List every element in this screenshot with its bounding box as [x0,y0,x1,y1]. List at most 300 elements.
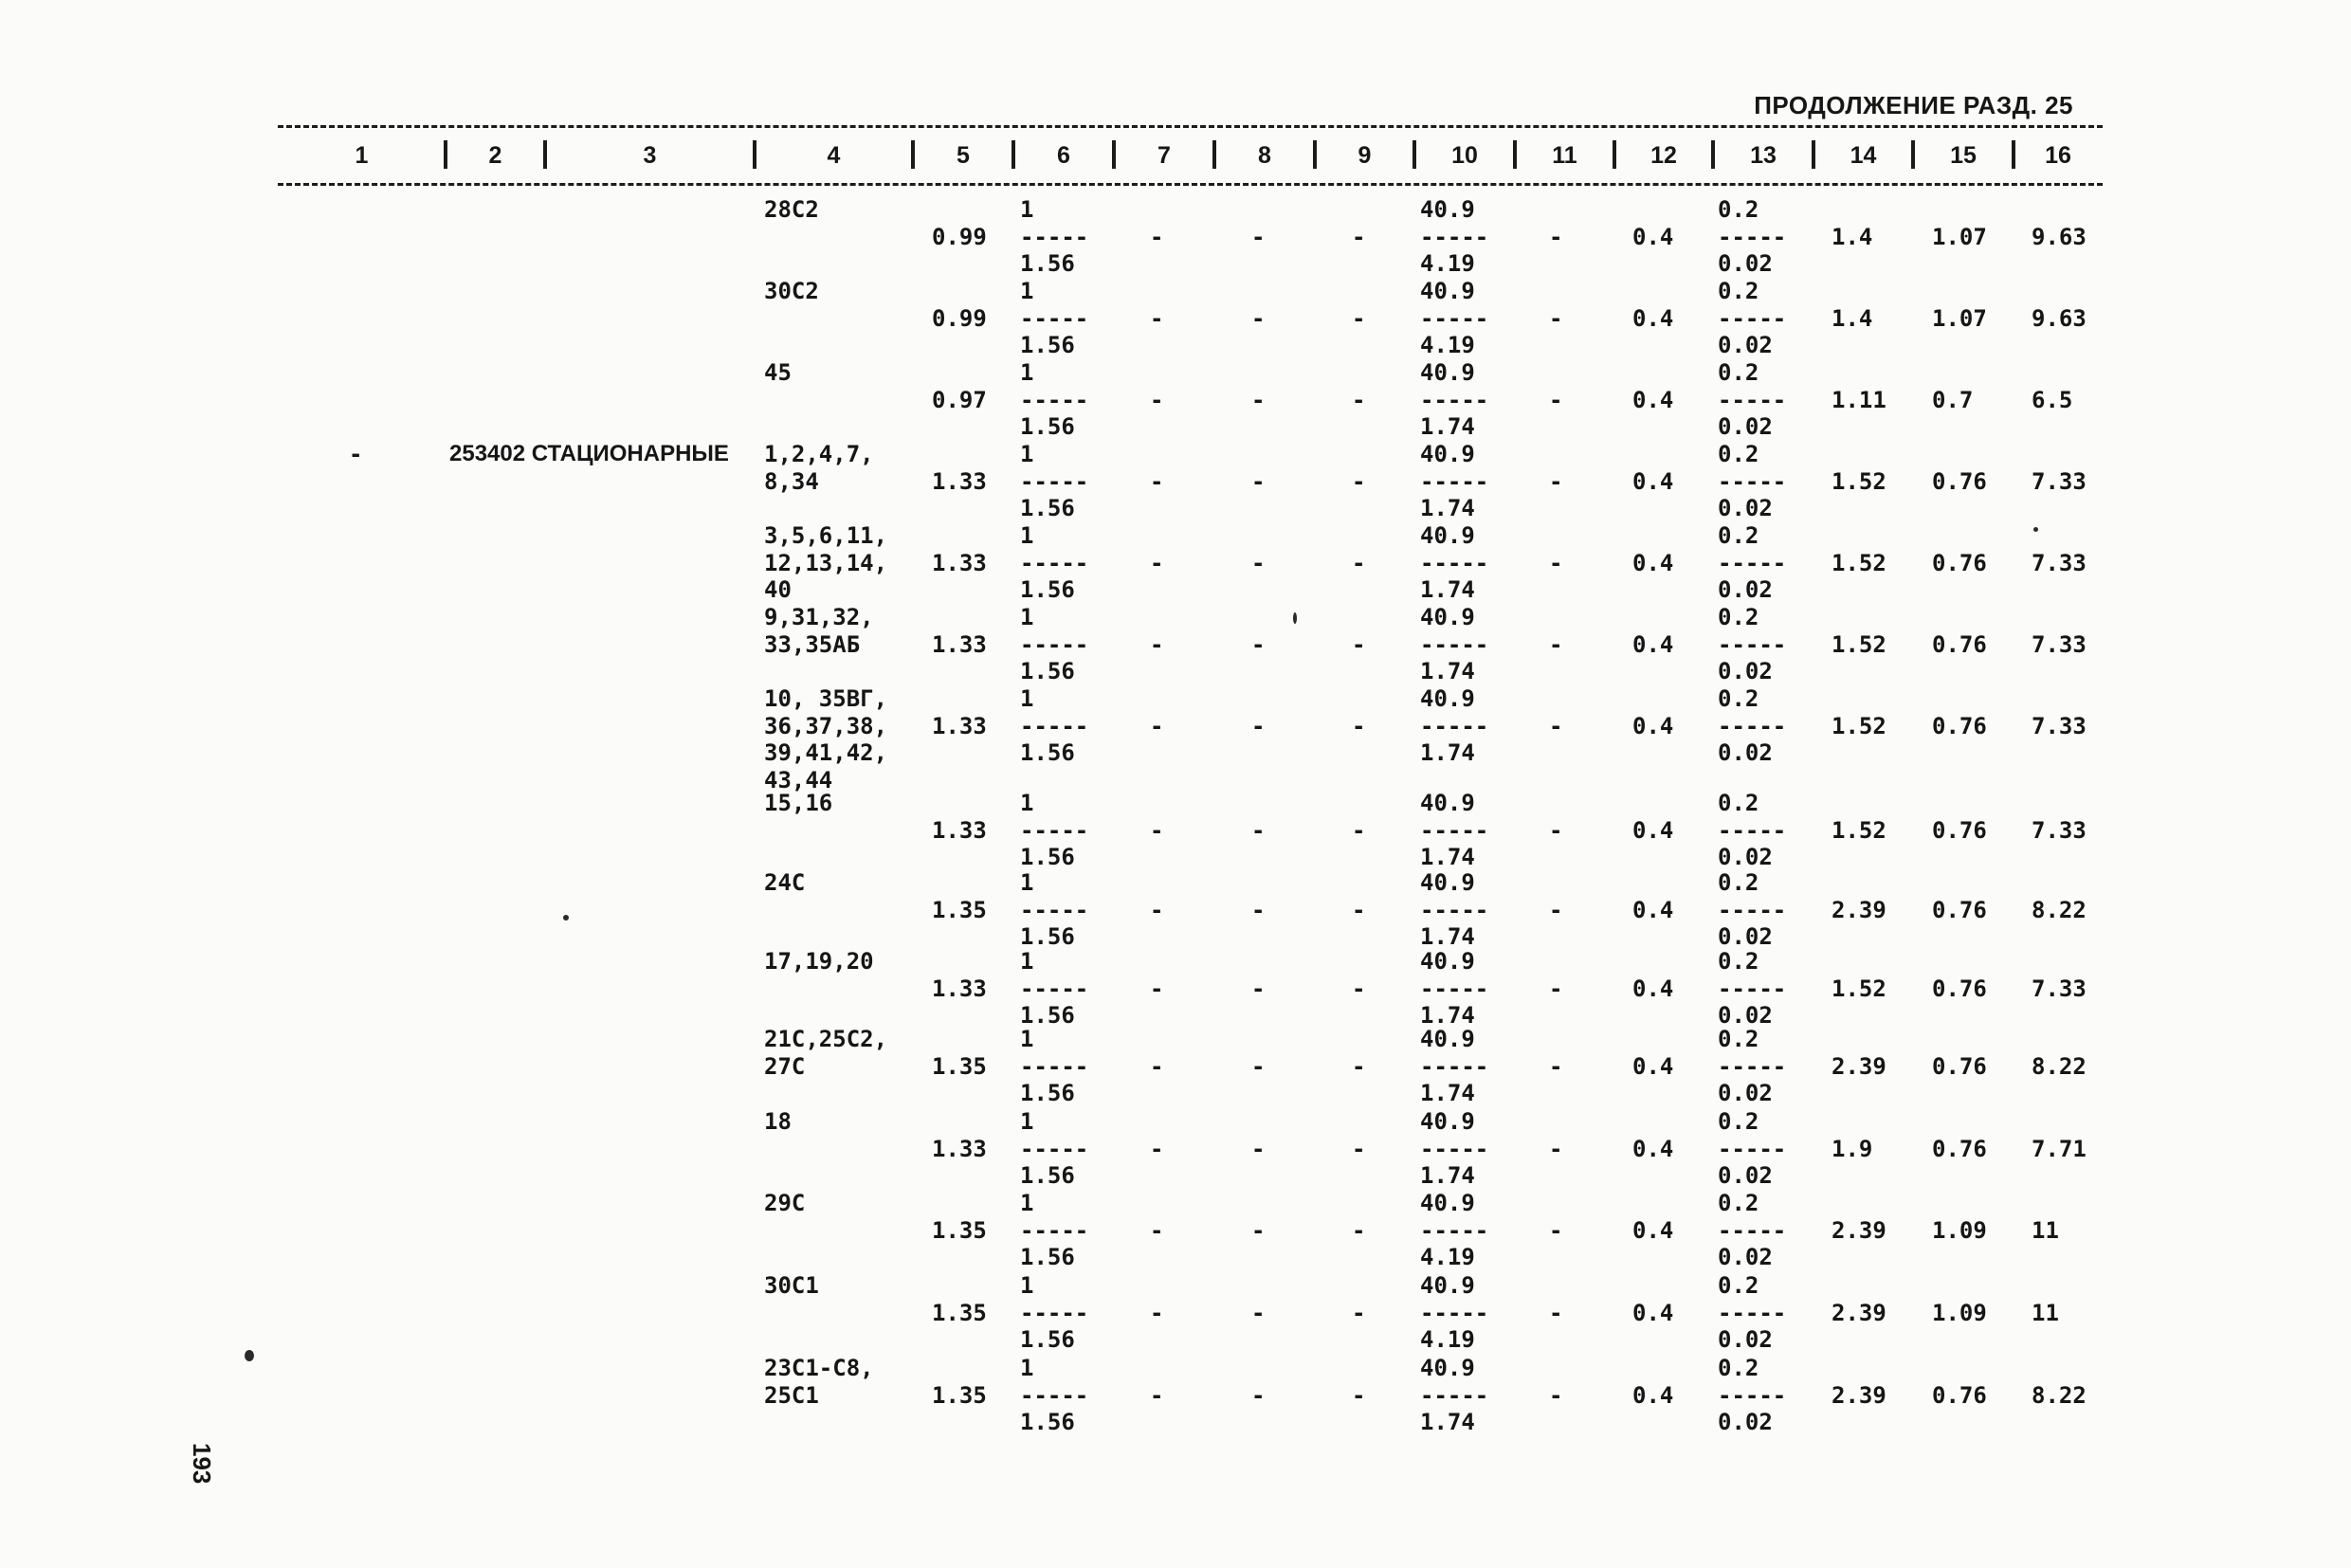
col5-value: 0.97 [932,386,987,413]
col14-value: 1.4 [1832,223,1873,250]
col7-dash: - [1150,816,1164,844]
col16-value: 11 [2032,1216,2059,1244]
column-header-10: 10 [1451,142,1478,169]
col16-value: 7.33 [2032,467,2087,495]
col6-denominator: 1.56 [1020,844,1075,871]
col5-value: 1.33 [932,1135,987,1162]
column-header-8: 8 [1258,142,1271,169]
col11-dash: - [1549,816,1563,844]
col13-denominator: 0.02 [1718,658,1773,685]
col16-value: 8.22 [2032,1052,2087,1080]
col6-numerator: 1 [1020,948,1034,975]
col8-dash: - [1251,816,1266,844]
col10-numerator: 40.9 [1420,948,1475,975]
row-designation: 24С [764,869,806,896]
col6-denominator: 1.56 [1020,332,1075,359]
col12-value: 0.4 [1632,1216,1674,1244]
fraction-bar: ----- [1718,1052,1787,1080]
col8-dash: - [1251,630,1266,658]
col13-numerator: 0.2 [1718,790,1759,816]
col10-numerator: 40.9 [1420,604,1475,630]
col16-value: 7.71 [2032,1135,2087,1162]
col12-value: 0.4 [1632,1135,1674,1162]
col6-denominator: 1.56 [1020,1080,1075,1107]
col14-value: 1.52 [1832,630,1886,658]
col7-dash: - [1150,549,1164,576]
col15-value: 1.07 [1932,304,1987,332]
row-designation: 28С2 [764,196,819,223]
column-header-12: 12 [1650,142,1677,169]
col12-value: 0.4 [1632,549,1674,576]
col14-value: 2.39 [1832,896,1886,923]
row-designation: 15,16 [764,790,833,816]
fraction-bar: ----- [1718,1135,1787,1162]
row-designation: 21С,25С2, [764,1026,888,1052]
col13-denominator: 0.02 [1718,1162,1773,1190]
col8-dash: - [1251,896,1266,923]
col13-denominator: 0.02 [1718,923,1773,951]
column-separator [753,140,756,169]
col14-value: 1.11 [1832,386,1886,413]
col10-numerator: 40.9 [1420,1026,1475,1052]
col10-numerator: 40.9 [1420,196,1475,223]
fraction-bar: ----- [1420,975,1489,1002]
fraction-bar: ----- [1020,712,1089,739]
col16-value: 8.22 [2032,896,2087,923]
col7-dash: - [1150,712,1164,739]
col7-dash: - [1150,1299,1164,1326]
row-designation: 3,5,6,11, [764,522,888,549]
col12-value: 0.4 [1632,386,1674,413]
col7-dash: - [1150,1216,1164,1244]
column-header-9: 9 [1358,142,1372,169]
col11-dash: - [1549,304,1563,332]
scan-speck [1293,612,1297,624]
fraction-bar: ----- [1420,223,1489,250]
col8-dash: - [1251,304,1266,332]
col11-dash: - [1549,975,1563,1002]
col13-denominator: 0.02 [1718,250,1773,278]
col16-value: 7.33 [2032,975,2087,1002]
col5-value: 1.35 [932,1216,987,1244]
col11-dash: - [1549,1299,1563,1326]
col6-numerator: 1 [1020,790,1034,816]
column-header-16: 16 [2045,142,2071,169]
col6-numerator: 1 [1020,441,1034,467]
col13-numerator: 0.2 [1718,1108,1759,1135]
fraction-bar: ----- [1020,896,1089,923]
col16-value: 11 [2032,1299,2059,1326]
col14-value: 1.52 [1832,467,1886,495]
col6-numerator: 1 [1020,1108,1034,1135]
col6-numerator: 1 [1020,359,1034,386]
col13-numerator: 0.2 [1718,196,1759,223]
col13-denominator: 0.02 [1718,1244,1773,1271]
col5-value: 1.33 [932,549,987,576]
col11-dash: - [1549,630,1563,658]
group-label: 253402 СТАЦИОНАРНЫЕ [449,441,729,466]
col6-numerator: 1 [1020,278,1034,304]
col5-value: 1.33 [932,816,987,844]
col13-numerator: 0.2 [1718,604,1759,630]
col16-value: 7.33 [2032,816,2087,844]
col7-dash: - [1150,304,1164,332]
fraction-bar: ----- [1420,304,1489,332]
col6-denominator: 1.56 [1020,1002,1075,1030]
page-number: 193 [188,1443,216,1485]
column-separator [911,140,915,169]
col13-numerator: 0.2 [1718,359,1759,386]
row-designation: 36,37,38, [764,712,888,739]
col11-dash: - [1549,712,1563,739]
col12-value: 0.4 [1632,975,1674,1002]
col11-dash: - [1549,1135,1563,1162]
col12-value: 0.4 [1632,816,1674,844]
column-separator [543,140,547,169]
fraction-bar: ----- [1020,304,1089,332]
col8-dash: - [1251,975,1266,1002]
fraction-bar: ----- [1420,549,1489,576]
col13-denominator: 0.02 [1718,1326,1773,1354]
group-dash: - [349,441,363,467]
column-separator [1711,140,1715,169]
col8-dash: - [1251,223,1266,250]
header-top-rule [278,125,2103,128]
col5-value: 1.35 [932,1299,987,1326]
col10-numerator: 40.9 [1420,1272,1475,1299]
col13-denominator: 0.02 [1718,1409,1773,1436]
col15-value: 0.7 [1932,386,1974,413]
col5-value: 1.35 [932,1381,987,1409]
col12-value: 0.4 [1632,712,1674,739]
col9-dash: - [1352,1216,1366,1244]
col9-dash: - [1352,304,1366,332]
col13-numerator: 0.2 [1718,869,1759,896]
fraction-bar: ----- [1020,223,1089,250]
col7-dash: - [1150,630,1164,658]
row-designation: 8,34 [764,467,819,495]
col9-dash: - [1352,896,1366,923]
col6-denominator: 1.56 [1020,495,1075,522]
col6-denominator: 1.56 [1020,413,1075,441]
column-separator [1513,140,1517,169]
column-separator [2012,140,2015,169]
col11-dash: - [1549,1216,1563,1244]
col12-value: 0.4 [1632,223,1674,250]
col5-value: 1.33 [932,630,987,658]
fraction-bar: ----- [1420,386,1489,413]
fraction-bar: ----- [1020,549,1089,576]
col15-value: 0.76 [1932,1052,1987,1080]
col13-denominator: 0.02 [1718,1080,1773,1107]
row-designation: 23С1-С8, [764,1355,874,1381]
col13-numerator: 0.2 [1718,278,1759,304]
col14-value: 1.52 [1832,975,1886,1002]
col5-value: 1.35 [932,896,987,923]
col6-numerator: 1 [1020,869,1034,896]
col10-numerator: 40.9 [1420,278,1475,304]
col10-denominator: 1.74 [1420,1080,1475,1107]
col10-denominator: 1.74 [1420,576,1475,604]
col14-value: 1.52 [1832,816,1886,844]
col10-denominator: 1.74 [1420,1002,1475,1030]
column-separator [1313,140,1317,169]
fraction-bar: ----- [1718,223,1787,250]
col7-dash: - [1150,1052,1164,1080]
col9-dash: - [1352,549,1366,576]
col15-value: 1.07 [1932,223,1987,250]
col15-value: 1.09 [1932,1216,1987,1244]
scan-speck [245,1350,254,1361]
col10-numerator: 40.9 [1420,359,1475,386]
fraction-bar: ----- [1718,1299,1787,1326]
col11-dash: - [1549,549,1563,576]
col11-dash: - [1549,1381,1563,1409]
col6-denominator: 1.56 [1020,739,1075,767]
col7-dash: - [1150,386,1164,413]
row-designation: 40 [764,576,792,604]
col5-value: 0.99 [932,223,987,250]
col6-denominator: 1.56 [1020,1244,1075,1271]
column-header-14: 14 [1850,142,1877,169]
col10-denominator: 4.19 [1420,250,1475,278]
column-header-7: 7 [1157,142,1171,169]
fraction-bar: ----- [1718,630,1787,658]
col8-dash: - [1251,1052,1266,1080]
col6-numerator: 1 [1020,196,1034,223]
col15-value: 0.76 [1932,712,1987,739]
col8-dash: - [1251,549,1266,576]
col10-numerator: 40.9 [1420,790,1475,816]
column-separator [1011,140,1015,169]
col12-value: 0.4 [1632,467,1674,495]
row-designation: 43,44 [764,766,833,793]
col6-denominator: 1.56 [1020,923,1075,951]
column-separator [444,140,447,169]
col11-dash: - [1549,223,1563,250]
fraction-bar: ----- [1420,1299,1489,1326]
col6-numerator: 1 [1020,685,1034,712]
col13-denominator: 0.02 [1718,739,1773,767]
col15-value: 0.76 [1932,1381,1987,1409]
col10-denominator: 4.19 [1420,1326,1475,1354]
col8-dash: - [1251,1381,1266,1409]
col9-dash: - [1352,1299,1366,1326]
col9-dash: - [1352,386,1366,413]
row-designation: 30С1 [764,1272,819,1299]
fraction-bar: ----- [1420,630,1489,658]
col16-value: 7.33 [2032,712,2087,739]
col12-value: 0.4 [1632,1052,1674,1080]
col10-denominator: 1.74 [1420,413,1475,441]
col6-numerator: 1 [1020,1355,1034,1381]
col8-dash: - [1251,1135,1266,1162]
row-designation: 12,13,14, [764,549,888,576]
row-designation: 39,41,42, [764,739,888,767]
col10-numerator: 40.9 [1420,1355,1475,1381]
col14-value: 2.39 [1832,1052,1886,1080]
fraction-bar: ----- [1020,386,1089,413]
col7-dash: - [1150,1381,1164,1409]
col10-numerator: 40.9 [1420,685,1475,712]
col12-value: 0.4 [1632,896,1674,923]
row-designation: 25С1 [764,1381,819,1409]
col10-denominator: 1.74 [1420,658,1475,685]
col13-numerator: 0.2 [1718,1355,1759,1381]
scan-speck [2033,527,2038,532]
col13-denominator: 0.02 [1718,332,1773,359]
fraction-bar: ----- [1420,816,1489,844]
fraction-bar: ----- [1020,1381,1089,1409]
row-designation: 9,31,32, [764,604,874,630]
col6-numerator: 1 [1020,604,1034,630]
col15-value: 0.76 [1932,467,1987,495]
col10-numerator: 40.9 [1420,869,1475,896]
fraction-bar: ----- [1718,1381,1787,1409]
column-separator [1812,140,1815,169]
col13-numerator: 0.2 [1718,685,1759,712]
col16-value: 8.22 [2032,1381,2087,1409]
col12-value: 0.4 [1632,1299,1674,1326]
col10-denominator: 1.74 [1420,923,1475,951]
column-header-3: 3 [643,142,657,169]
col10-denominator: 1.74 [1420,739,1475,767]
col16-value: 7.33 [2032,630,2087,658]
fraction-bar: ----- [1718,467,1787,495]
col5-value: 0.99 [932,304,987,332]
column-header-2: 2 [488,142,502,169]
col8-dash: - [1251,1299,1266,1326]
fraction-bar: ----- [1718,816,1787,844]
col10-denominator: 1.74 [1420,844,1475,871]
col14-value: 2.39 [1832,1381,1886,1409]
column-separator [1412,140,1416,169]
row-designation: 18 [764,1108,792,1135]
col6-denominator: 1.56 [1020,1162,1075,1190]
col8-dash: - [1251,467,1266,495]
column-header-1: 1 [355,142,369,169]
col14-value: 1.52 [1832,549,1886,576]
col13-denominator: 0.02 [1718,413,1773,441]
fraction-bar: ----- [1020,1299,1089,1326]
fraction-bar: ----- [1420,712,1489,739]
column-header-4: 4 [827,142,841,169]
col6-numerator: 1 [1020,522,1034,549]
col7-dash: - [1150,896,1164,923]
col10-denominator: 1.74 [1420,495,1475,522]
column-header-6: 6 [1057,142,1070,169]
fraction-bar: ----- [1020,630,1089,658]
col5-value: 1.33 [932,712,987,739]
column-header-11: 11 [1552,142,1577,169]
continuation-title: ПРОДОЛЖЕНИЕ РАЗД. 25 [1754,91,2073,119]
col9-dash: - [1352,1052,1366,1080]
col11-dash: - [1549,467,1563,495]
fraction-bar: ----- [1718,896,1787,923]
row-designation: 29С [764,1190,806,1216]
col15-value: 0.76 [1932,630,1987,658]
col6-numerator: 1 [1020,1190,1034,1216]
col6-denominator: 1.56 [1020,250,1075,278]
col5-value: 1.33 [932,467,987,495]
col10-denominator: 1.74 [1420,1409,1475,1436]
row-designation: 27С [764,1052,806,1080]
header-bottom-rule [278,183,2103,186]
col14-value: 2.39 [1832,1299,1886,1326]
col5-value: 1.35 [932,1052,987,1080]
row-designation: 17,19,20 [764,948,874,975]
fraction-bar: ----- [1718,1216,1787,1244]
col8-dash: - [1251,1216,1266,1244]
fraction-bar: ----- [1420,1135,1489,1162]
col15-value: 0.76 [1932,975,1987,1002]
column-separator [1112,140,1116,169]
col10-denominator: 4.19 [1420,1244,1475,1271]
column-separator [1613,140,1616,169]
col16-value: 9.63 [2032,304,2087,332]
col9-dash: - [1352,223,1366,250]
col10-numerator: 40.9 [1420,1190,1475,1216]
col7-dash: - [1150,975,1164,1002]
col9-dash: - [1352,1135,1366,1162]
col10-denominator: 4.19 [1420,332,1475,359]
fraction-bar: ----- [1420,1216,1489,1244]
column-header-5: 5 [957,142,970,169]
fraction-bar: ----- [1718,549,1787,576]
col13-numerator: 0.2 [1718,1272,1759,1299]
col5-value: 1.33 [932,975,987,1002]
col9-dash: - [1352,816,1366,844]
col13-denominator: 0.02 [1718,576,1773,604]
fraction-bar: ----- [1420,1052,1489,1080]
row-designation: 10, 35ВГ, [764,685,888,712]
col14-value: 1.52 [1832,712,1886,739]
col12-value: 0.4 [1632,304,1674,332]
col15-value: 0.76 [1932,1135,1987,1162]
fraction-bar: ----- [1718,386,1787,413]
row-designation: 30С2 [764,278,819,304]
col14-value: 1.4 [1832,304,1873,332]
fraction-bar: ----- [1020,816,1089,844]
row-designation: 33,35АБ [764,630,861,658]
col9-dash: - [1352,1381,1366,1409]
col15-value: 1.09 [1932,1299,1987,1326]
fraction-bar: ----- [1020,975,1089,1002]
column-header-13: 13 [1750,142,1777,169]
fraction-bar: ----- [1020,467,1089,495]
col13-numerator: 0.2 [1718,522,1759,549]
row-designation: 1,2,4,7, [764,441,874,467]
col16-value: 7.33 [2032,549,2087,576]
col13-numerator: 0.2 [1718,441,1759,467]
col8-dash: - [1251,712,1266,739]
column-separator [1911,140,1915,169]
scan-speck [563,915,569,921]
col14-value: 1.9 [1832,1135,1873,1162]
col15-value: 0.76 [1932,816,1987,844]
col13-denominator: 0.02 [1718,495,1773,522]
col10-numerator: 40.9 [1420,1108,1475,1135]
col13-denominator: 0.02 [1718,844,1773,871]
col8-dash: - [1251,386,1266,413]
col10-numerator: 40.9 [1420,441,1475,467]
col9-dash: - [1352,630,1366,658]
col11-dash: - [1549,1052,1563,1080]
col6-denominator: 1.56 [1020,1326,1075,1354]
col6-numerator: 1 [1020,1026,1034,1052]
col10-numerator: 40.9 [1420,522,1475,549]
row-designation: 45 [764,359,792,386]
